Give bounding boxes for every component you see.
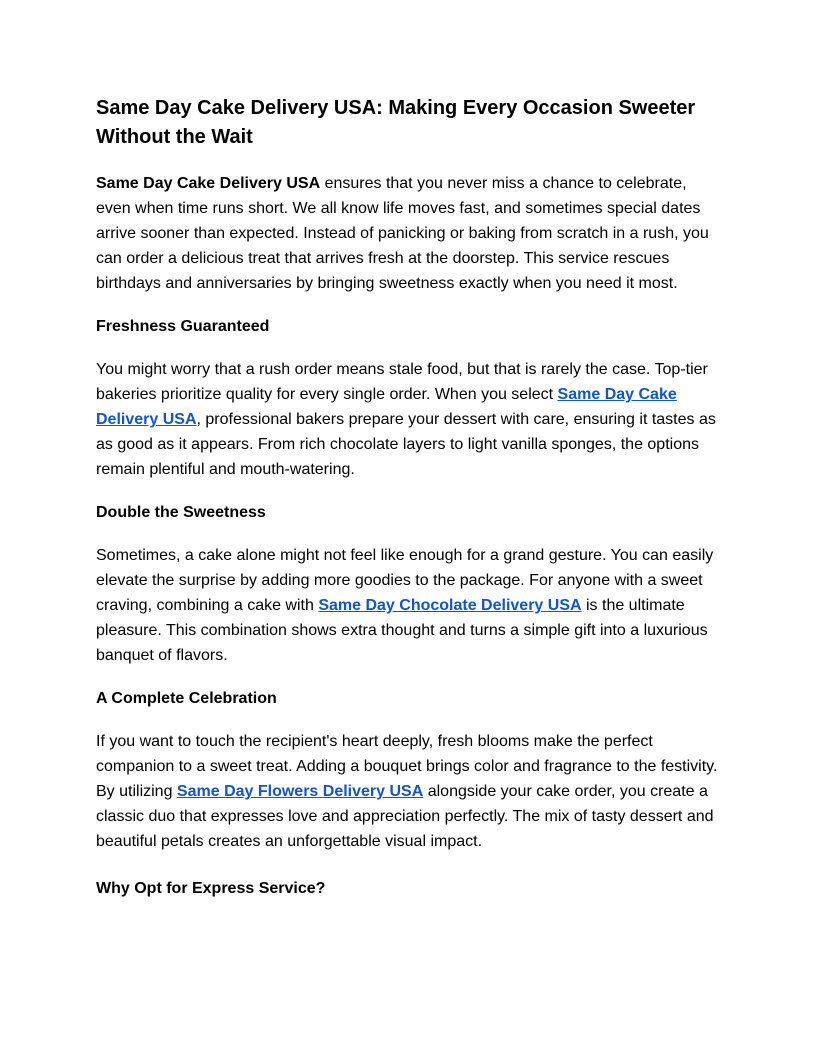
- cake-delivery-link[interactable]: Same Day Cake Delivery USA: [96, 386, 677, 428]
- paragraph-text: You might worry that a rush order means stale food, but that is rarely the case. Top-tier bakeries prioritize quality for every single order. When you select: [96, 361, 708, 403]
- paragraph-text: Sometimes, a cake alone might not feel like enough for a grand gesture. You can easily elevate the surprise by adding more goodies to the package. For anyone with a sweet craving, combining a cake with: [96, 547, 714, 614]
- section-heading-double-sweetness: Double the Sweetness: [96, 504, 266, 521]
- paragraph-text: If you want to touch the recipient's heart deeply, fresh blooms make the perfect companion to a sweet treat. Adding a bouquet brings color and fragrance to the festivity. By utilizing: [96, 733, 718, 800]
- paragraph-text: , professional bakers prepare your dessert with care, ensuring it tastes as as good as it appears. From rich chocolate layers to light vanilla sponges, the options remain plentiful and mouth-watering.: [96, 411, 716, 478]
- intro-text: ensures that you never miss a chance to celebrate, even when time runs short. We all know life moves fast, and sometimes special dates arrive sooner than expected. Instead of panicking or baking from scratch in a rush, you can order a delicious treat that arrives fresh at the doorstep. This service rescues birthdays and anniversaries by bringing sweetness exactly when you need it most.: [96, 175, 709, 292]
- article-title: Same Day Cake Delivery USA: Making Every Occasion Sweeter Without the Wait: [96, 97, 696, 148]
- intro-paragraph: [96, 171, 720, 296]
- intro-lead: Same Day Cake Delivery USA: [96, 175, 321, 192]
- chocolate-delivery-link[interactable]: Same Day Chocolate Delivery USA: [318, 597, 582, 614]
- section-heading-complete-celebration: A Complete Celebration: [96, 690, 277, 707]
- section-paragraph-complete-celebration: [96, 729, 720, 854]
- section-heading-freshness: Freshness Guaranteed: [96, 318, 270, 335]
- section-heading-express-service: Why Opt for Express Service?: [96, 880, 326, 897]
- paragraph-text: is the ultimate pleasure. This combination shows extra thought and turns a simple gift into a luxurious banquet of flavors.: [96, 597, 708, 664]
- section-paragraph-freshness: [96, 357, 720, 482]
- document-page: [96, 94, 720, 919]
- section-paragraph-double-sweetness: [96, 543, 720, 668]
- paragraph-text: alongside your cake order, you create a classic duo that expresses love and appreciation perfectly. The mix of tasty dessert and beautiful petals creates an unforgettable visual impact.: [96, 783, 714, 850]
- flowers-delivery-link[interactable]: Same Day Flowers Delivery USA: [176, 783, 424, 800]
